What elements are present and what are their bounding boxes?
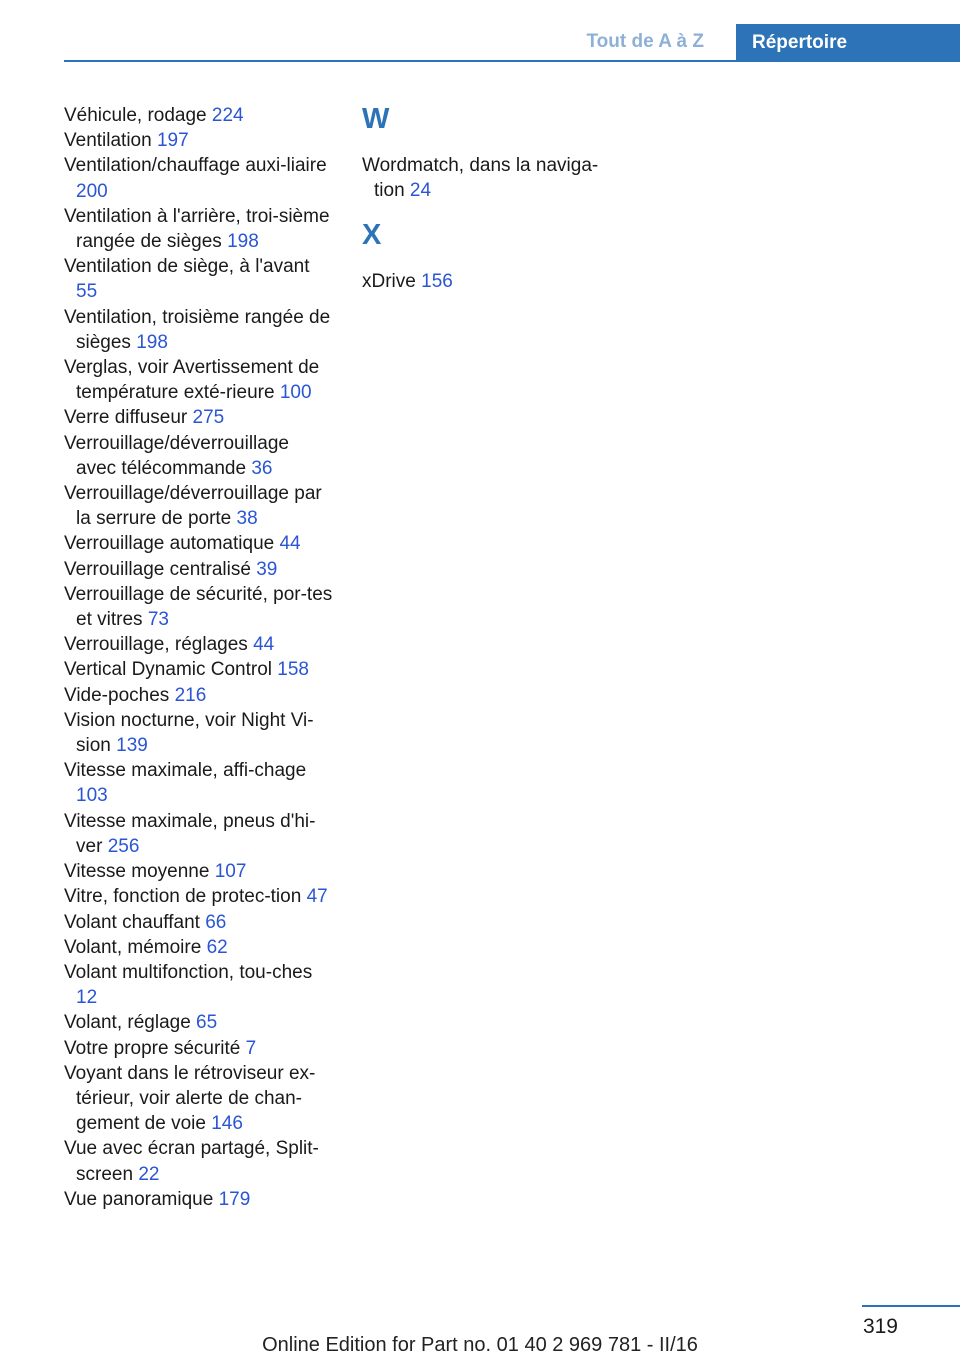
- index-entry[interactable]: [64, 431, 334, 481]
- entry-text: Verglas, voir Avertissement de température exté-rieure: [64, 357, 320, 404]
- index-entry[interactable]: [64, 531, 334, 556]
- index-entry[interactable]: [64, 809, 334, 859]
- entry-text: Ventilation/chauffage auxi-liaire: [64, 155, 327, 177]
- entry-text: Véhicule, rodage: [64, 105, 212, 126]
- index-entry[interactable]: [64, 1187, 334, 1212]
- index-entry[interactable]: [64, 1061, 334, 1137]
- entry-text: Ventilation à l'arrière, troi-sième rangée de sièges: [64, 205, 330, 253]
- index-entry[interactable]: [64, 582, 334, 632]
- entry-page-link[interactable]: 66: [205, 911, 227, 933]
- entry-text: Vitesse maximale, pneus d'hi-ver: [64, 810, 316, 857]
- index-entry[interactable]: [64, 859, 334, 884]
- entry-text: Volant multifonction, tou-ches: [64, 961, 313, 983]
- entry-text: Volant chauffant: [64, 911, 206, 933]
- entry-text: Wordmatch, dans la naviga-tion: [362, 155, 599, 202]
- entry-text: Volant, mémoire: [64, 936, 207, 958]
- entry-page-link[interactable]: 65: [196, 1012, 218, 1034]
- entry-text: Voyant dans le rétroviseur ex-térieur, voir alerte de chan-gement de voie: [64, 1062, 316, 1135]
- entry-page-link[interactable]: 44: [253, 634, 275, 656]
- index-entry[interactable]: [64, 355, 334, 405]
- entry-page-link[interactable]: 216: [174, 684, 207, 706]
- entry-text: Volant, réglage: [64, 1012, 197, 1034]
- index-entry[interactable]: [64, 884, 334, 909]
- index-entry[interactable]: [64, 1136, 334, 1186]
- index-entry[interactable]: [64, 254, 334, 304]
- entry-text: Verrouillage de sécurité, por-tes et vitres: [64, 583, 333, 631]
- index-entry[interactable]: [64, 103, 334, 128]
- index-entry[interactable]: [64, 128, 334, 153]
- entry-page-link[interactable]: 107: [214, 861, 247, 883]
- entry-text: Ventilation de siège, à l'avant: [64, 256, 310, 278]
- page-header: [64, 24, 960, 62]
- entry-text: Vitesse maximale, affi-chage: [64, 760, 307, 782]
- index-entry[interactable]: [64, 305, 334, 355]
- entry-text: Verre diffuseur: [64, 407, 193, 429]
- entry-page-link[interactable]: 7: [245, 1037, 257, 1059]
- section-letter-x: X: [362, 219, 382, 252]
- index-entry[interactable]: [64, 758, 334, 808]
- header-rule: [64, 60, 960, 62]
- entry-page-link[interactable]: 39: [256, 558, 278, 580]
- index-entry[interactable]: [64, 910, 334, 935]
- section-letter-w: W: [362, 103, 390, 135]
- entry-page-link[interactable]: 44: [279, 533, 301, 555]
- entry-text: Verrouillage, réglages: [64, 634, 254, 656]
- entry-page-link[interactable]: 198: [136, 331, 168, 353]
- index-entry[interactable]: [64, 557, 334, 582]
- index-entry[interactable]: [64, 1010, 334, 1035]
- entry-page-link[interactable]: 179: [218, 1188, 251, 1210]
- index-entry[interactable]: [64, 935, 334, 960]
- edition-footer: Online Edition for Part no. 01 40 2 969 781 - II/16: [262, 1334, 698, 1356]
- entry-page-link[interactable]: 198: [227, 231, 259, 253]
- index-entry[interactable]: [64, 1036, 334, 1061]
- entry-text: Verrouillage/déverrouillage avec télécommande: [64, 432, 289, 479]
- entry-page-link[interactable]: 158: [277, 659, 309, 681]
- entry-page-link[interactable]: 55: [76, 281, 98, 303]
- entry-page-link[interactable]: 22: [138, 1163, 160, 1185]
- entry-text: Votre propre sécurité: [64, 1037, 246, 1059]
- index-entry[interactable]: [362, 153, 622, 203]
- entry-text: Vertical Dynamic Control: [64, 659, 278, 681]
- entry-page-link[interactable]: 200: [76, 180, 108, 202]
- entry-text: Vue avec écran partagé, Split-screen: [64, 1138, 319, 1185]
- index-entry[interactable]: [64, 632, 334, 657]
- index-entry[interactable]: [64, 405, 334, 430]
- footer-rule: [862, 1305, 960, 1307]
- entry-text: Verrouillage centralisé: [64, 558, 257, 580]
- index-entry[interactable]: [362, 269, 622, 294]
- page-number: 319: [862, 1315, 898, 1338]
- entry-page-link[interactable]: 197: [156, 130, 189, 152]
- entry-text: xDrive: [362, 271, 422, 293]
- entry-page-link[interactable]: 100: [279, 382, 312, 404]
- entry-page-link[interactable]: 38: [236, 508, 258, 530]
- index-entry[interactable]: [64, 481, 334, 531]
- entry-page-link[interactable]: 256: [107, 835, 140, 857]
- index-entry[interactable]: [64, 708, 334, 758]
- tab-tout-de-a-a-z[interactable]: Tout de A à Z: [586, 31, 704, 52]
- entry-text: Vide-poches: [64, 684, 175, 706]
- entry-page-link[interactable]: 12: [76, 987, 98, 1009]
- entry-page-link[interactable]: 146: [211, 1113, 243, 1135]
- index-entry[interactable]: [64, 960, 334, 1010]
- entry-page-link[interactable]: 24: [409, 180, 432, 202]
- entry-page-link[interactable]: 103: [76, 785, 108, 807]
- entry-page-link[interactable]: 47: [306, 886, 328, 908]
- tab-repertoire[interactable]: Répertoire: [736, 24, 960, 62]
- entry-text: Vue panoramique: [64, 1188, 219, 1210]
- entry-text: Vitre, fonction de protec-tion: [64, 886, 307, 908]
- entry-page-link[interactable]: 62: [206, 936, 228, 958]
- index-column-right: [362, 103, 622, 295]
- entry-text: Vitesse moyenne: [64, 861, 215, 883]
- entry-page-link[interactable]: 73: [147, 609, 169, 631]
- index-column-left: [64, 103, 334, 1212]
- entry-page-link[interactable]: 224: [211, 105, 244, 126]
- index-entry[interactable]: [64, 204, 334, 254]
- entry-page-link[interactable]: 275: [192, 407, 225, 429]
- entry-page-link[interactable]: 36: [251, 457, 273, 479]
- index-entry[interactable]: [64, 153, 334, 203]
- entry-text: Ventilation: [64, 130, 157, 152]
- index-entry[interactable]: [64, 657, 334, 682]
- index-entry[interactable]: [64, 683, 334, 708]
- entry-page-link[interactable]: 156: [421, 271, 453, 293]
- entry-text: Verrouillage/déverrouillage par la serrure de porte: [64, 483, 322, 530]
- entry-text: Verrouillage automatique: [64, 533, 280, 555]
- entry-text: Ventilation, troisième rangée de sièges: [64, 306, 331, 353]
- entry-text: Vision nocturne, voir Night Vi-sion: [64, 709, 314, 757]
- entry-page-link[interactable]: 139: [116, 735, 148, 757]
